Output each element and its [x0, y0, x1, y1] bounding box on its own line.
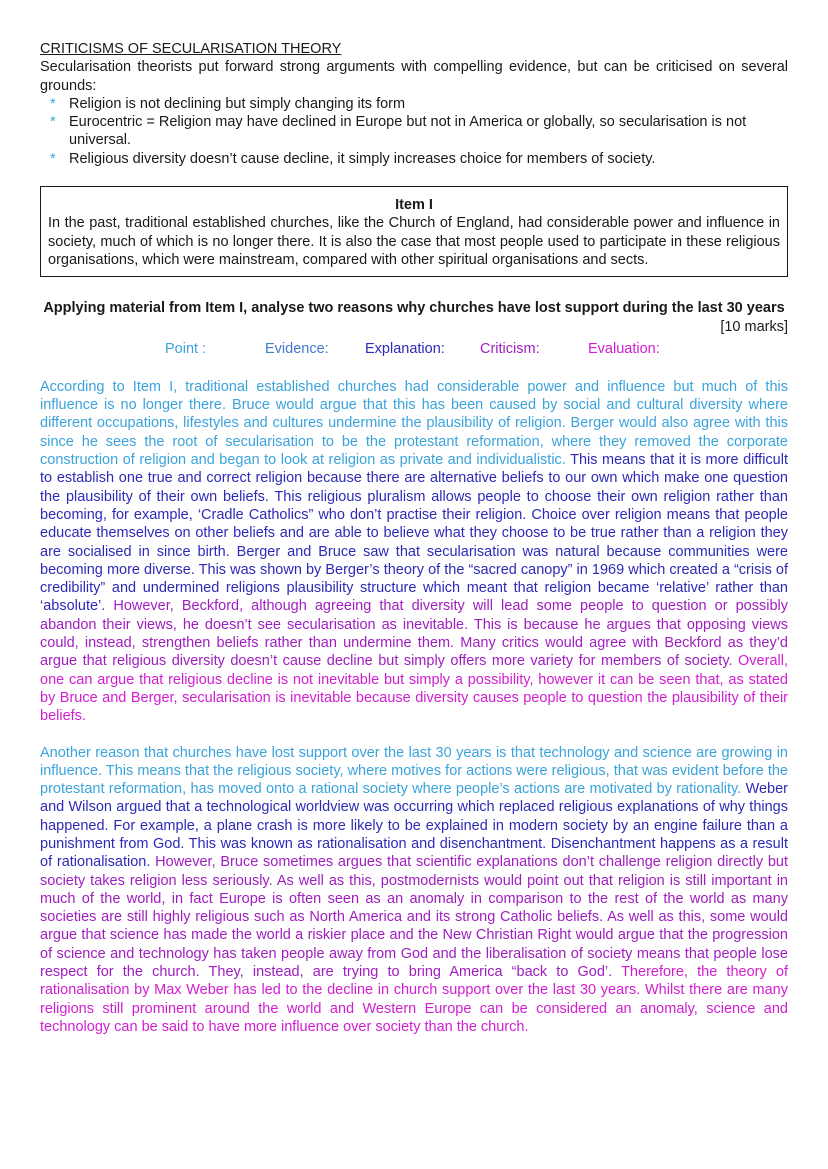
list-item-text: Eurocentric = Religion may have declined in Europe but not in America or globally, so secularisation is not universal. [69, 114, 747, 149]
asterisk-bullet-icon: * [50, 114, 56, 131]
asterisk-bullet-icon: * [50, 150, 56, 167]
legend-criticism: Criticism: [480, 340, 540, 357]
legend-evaluation: Evaluation: [588, 340, 660, 357]
list-item-text: Religious diversity doesn’t cause decline, it simply increases choice for members of society. [69, 150, 656, 167]
explanation-text: Weber and Wilson argued that a technological worldview was occurring which replaced religious explanations of why things happened. For example, a plane crash is more likely to be explained in modern society by an engine failure than a punishment from God. This was known as rationalisation and disenchantment. Disenchantment happens as a result of rationalisation. [40, 781, 789, 871]
list-item-text: Religion is not declining but simply changing its form [69, 95, 406, 112]
item-text: In the past, traditional established churches, like the Church of England, had considerable power and influence in society, much of which is no longer there. It is also the case that most people used to participate in these religious organisations, which were mainstream, compared with other spiritual organisations and sects. [48, 215, 780, 268]
essay-paragraph-2 [40, 744, 788, 1037]
legend-explanation: Explanation: [365, 340, 445, 357]
point-text: According to Item I, traditional established churches had considerable power and influence but much of this influence is no longer there. Bruce would argue that this has been caused by social and cultural diversity where different occupations, lifestyles and cultures undermine the plausibility of religion. Berger would also agree with this since he sees the root of secularisation to be the protestant reformation, where they removed the corporate construction of religion and began to look at religion as private and individualistic. [40, 378, 788, 469]
section-title: CRITICISMS OF SECULARISATION THEORY [40, 41, 342, 57]
list-item [40, 95, 788, 113]
criticism-text: However, Bruce sometimes argues that scientific explanations don’t challenge religion directly but society takes religion less seriously. As well as this, postmodernists would point out that religion is still important in much of the world, in fact Europe is often seen as an anomaly in comparison to the rest of the world as many societies are still highly religious such as North America and its strong Catholic beliefs. As well as this, some would argue that science has made the world a riskier place and the New Christian Right would argue that the progression of science and technology has taken people away from God and the liberalisation of society means that people lose respect for the church. They, instead, are trying to bring America “back to God’. [40, 854, 788, 981]
item-title: Item I [395, 197, 433, 214]
list-item [40, 113, 788, 150]
point-text: Another reason that churches have lost support over the last 30 years is that technology and science are growing in influence. This means that the religious society, where motives for actions were religious, that was evident before the protestant reformation, has moved onto a rational society where people’s actions are motivated by rationality. [40, 744, 788, 798]
exam-question: Applying material from Item I, analyse two reasons why churches have lost support during the last 30 years [43, 300, 785, 317]
essay-paragraph-1 [40, 378, 788, 726]
list-item [40, 150, 788, 168]
asterisk-bullet-icon: * [50, 95, 56, 112]
colour-key [40, 340, 788, 360]
marks-label: [10 marks] [720, 318, 788, 335]
legend-point: Point : [165, 340, 207, 357]
item-i-box [40, 186, 788, 277]
document-page [40, 40, 788, 1036]
essay-answer [40, 378, 788, 1036]
criticism-text: However, Beckford, although agreeing that diversity will lead some people to question or possibly abandon their views, he doesn’t see secularisation as inevitable. This is because he argues that opposing views could, instead, strengthen beliefs rather than undermine them. Many critics would agree with Beckford as they’d argue that religious diversity doesn’t cause decline but simply offers more variety for members of society. [40, 598, 788, 670]
evaluation-text: Therefore, the theory of rationalisation by Max Weber has led to the decline in church support over the last 30 years. Whilst there are many religions still prominent around the world and Western Europe can be considered an anomaly, science and technology can be said to have more influence over society than the church. [40, 964, 788, 1035]
legend-evidence: Evidence: [265, 340, 329, 357]
explanation-text: This means that it is more difficult to establish one true and correct religion because there are alternative beliefs to our own which make one question the plausibility of their own beliefs. This religious pluralism allows people to choose their own religion rather than becoming, for example, ‘Cradle Catholics” who don’t practise their religion. Choice over religion means that people educate themselves on other beliefs and are able to believe what they choose to be true rather than a religion they are socialised in since birth. Berger and Bruce saw that secularisation was natural because communities were becoming more diverse. This was shown by Berger’s theory of the “sacred canopy” in 1969 which created a “crisis of credibility” and undermined religions plausibility structure which meant that religion became ‘relative’ rather than ‘absolute’. [40, 452, 788, 615]
intro-text: Secularisation theorists put forward strong arguments with compelling evidence, but can be criticised on several grounds: [40, 59, 788, 94]
criticism-list [40, 95, 788, 168]
evaluation-text: Overall, one can argue that religious decline is not inevitable but simply a possibility, however it can be seen that, as stated by Bruce and Berger, secularisation is inevitable because diversity causes people to question the plausibility of their beliefs. [40, 653, 788, 725]
